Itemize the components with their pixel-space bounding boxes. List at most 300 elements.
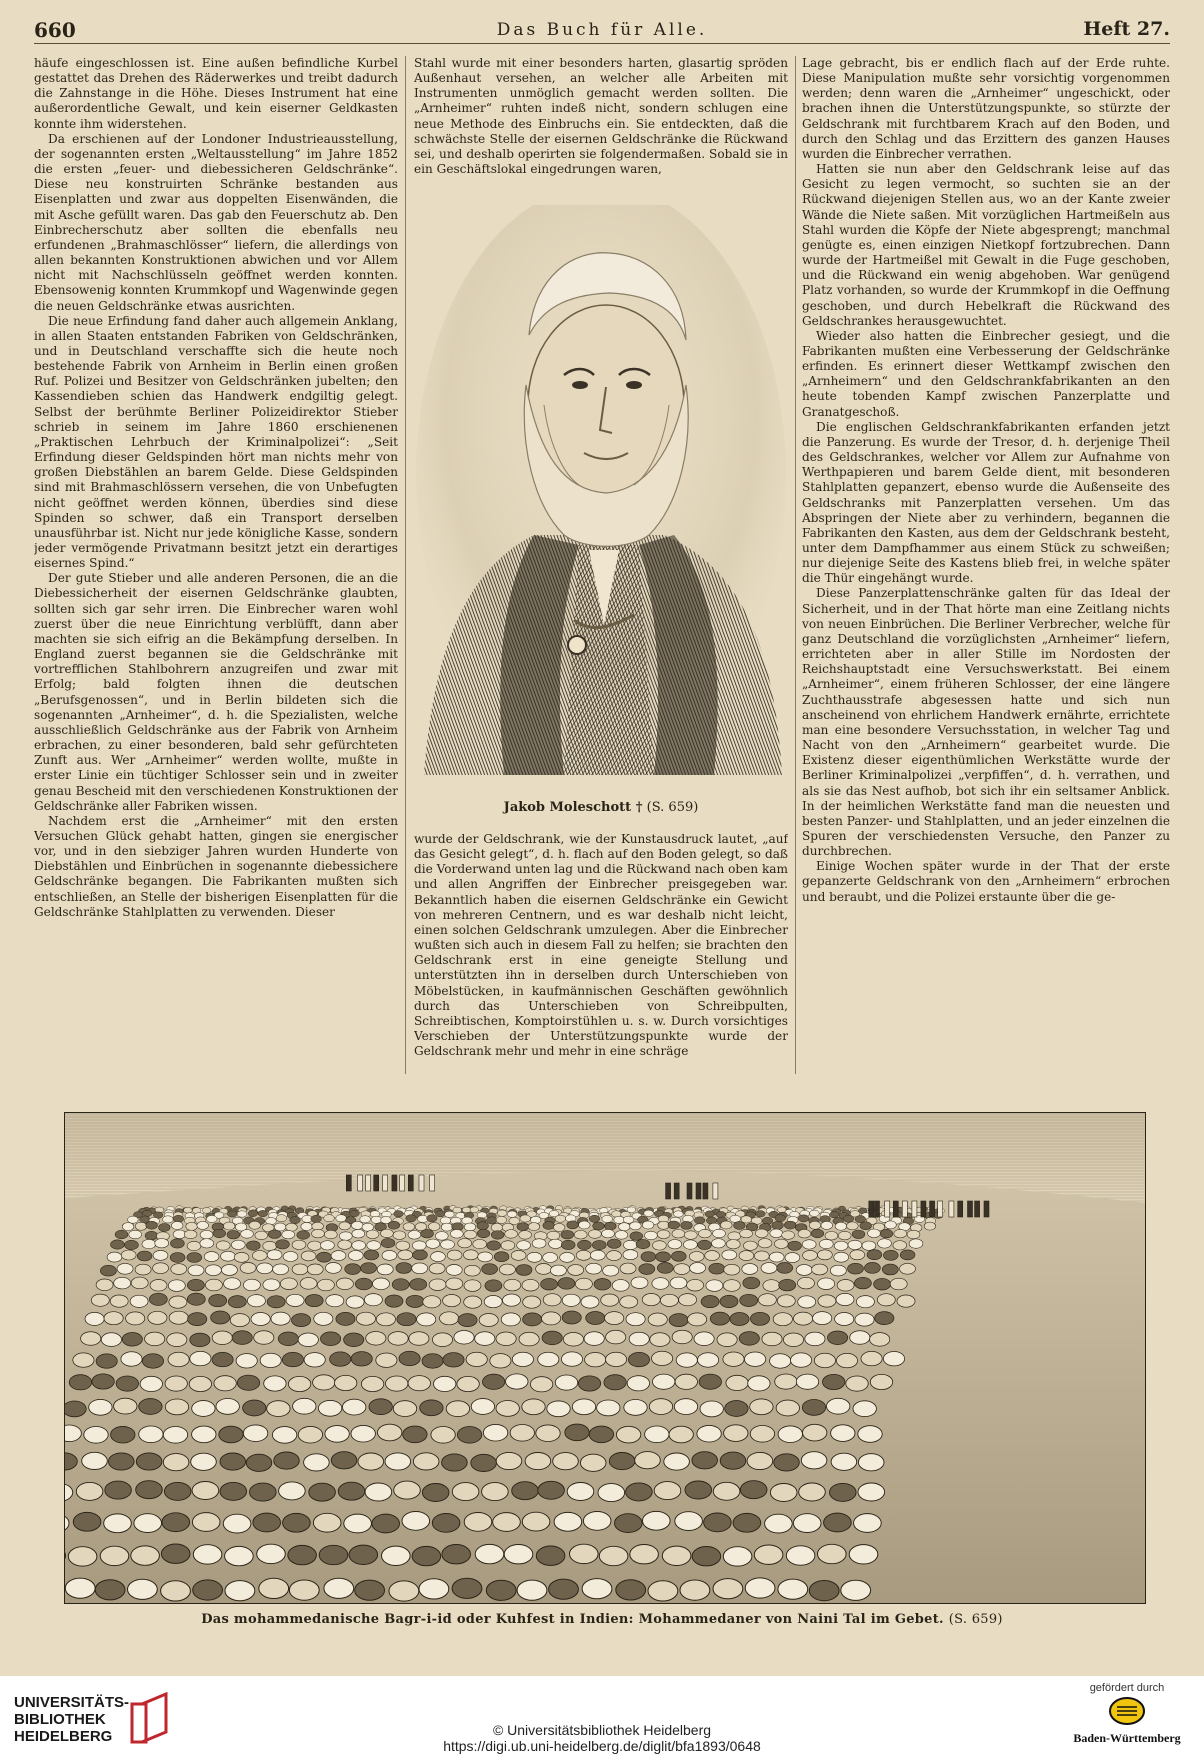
worshipper-figure xyxy=(264,1376,286,1391)
worshipper-figure xyxy=(268,1230,281,1239)
worshipper-figure xyxy=(227,1211,237,1217)
worshipper-figure xyxy=(234,1252,249,1262)
worshipper-figure xyxy=(225,1581,255,1601)
standing-figure xyxy=(703,1183,708,1199)
worshipper-figure xyxy=(692,1547,721,1566)
worshipper-figure xyxy=(580,1454,606,1471)
worshipper-figure xyxy=(630,1545,659,1564)
worshipper-figure xyxy=(422,1354,443,1368)
worshipper-figure xyxy=(582,1579,612,1599)
worshipper-figure xyxy=(114,1277,131,1289)
worshipper-figure xyxy=(855,1216,866,1223)
worshipper-figure xyxy=(620,1263,636,1274)
worshipper-figure xyxy=(452,1483,479,1501)
worshipper-figure xyxy=(419,1579,449,1599)
worshipper-figure xyxy=(140,1376,162,1391)
worshipper-figure xyxy=(724,1264,740,1275)
standing-figure xyxy=(893,1201,898,1217)
worshipper-figure xyxy=(241,1230,254,1239)
worshipper-figure xyxy=(740,1294,758,1306)
worshipper-figure xyxy=(761,1263,777,1274)
worshipper-figure xyxy=(669,1314,688,1327)
worshipper-figure xyxy=(786,1546,815,1565)
standing-figure xyxy=(408,1175,413,1191)
worshipper-figure xyxy=(671,1251,686,1261)
worshipper-figure xyxy=(378,1424,402,1441)
worshipper-figure xyxy=(216,1241,230,1250)
worshipper-figure xyxy=(89,1399,112,1415)
worshipper-figure xyxy=(745,1578,775,1598)
worshipper-figure xyxy=(517,1241,531,1250)
standing-figure xyxy=(430,1175,435,1191)
worshipper-figure xyxy=(796,1265,812,1276)
worshipper-figure xyxy=(165,1376,187,1391)
worshipper-figure xyxy=(726,1240,740,1249)
worshipper-figure xyxy=(100,1546,129,1565)
worshipper-figure xyxy=(598,1484,625,1502)
worshipper-figure xyxy=(292,1264,308,1275)
worshipper-figure xyxy=(129,1230,142,1239)
worshipper-figure xyxy=(494,1252,509,1262)
worshipper-figure xyxy=(699,1374,721,1389)
standing-figure xyxy=(383,1175,388,1191)
worshipper-figure xyxy=(493,1513,521,1532)
worshipper-figure xyxy=(482,1483,509,1501)
worshipper-figure xyxy=(848,1263,864,1274)
worshipper-figure xyxy=(376,1313,395,1326)
worshipper-figure xyxy=(381,1229,394,1238)
worshipper-figure xyxy=(317,1279,334,1291)
worshipper-figure xyxy=(798,1229,811,1238)
worshipper-figure xyxy=(578,1240,592,1249)
worshipper-figure xyxy=(308,1241,322,1250)
worshipper-figure xyxy=(267,1401,290,1417)
worshipper-figure xyxy=(616,1426,640,1443)
worshipper-figure xyxy=(558,1278,575,1290)
worshipper-figure xyxy=(722,1250,737,1260)
worshipper-figure xyxy=(705,1211,715,1217)
worshipper-figure xyxy=(446,1401,469,1417)
worshipper-figure xyxy=(188,1265,204,1276)
worshipper-figure xyxy=(555,1375,577,1390)
worshipper-figure xyxy=(213,1229,226,1238)
text-column-middle-bottom xyxy=(414,832,788,1074)
worshipper-figure xyxy=(305,1295,323,1307)
worshipper-figure xyxy=(803,1250,818,1260)
worshipper-figure xyxy=(823,1374,845,1389)
worshipper-figure xyxy=(779,1279,796,1291)
worshipper-figure xyxy=(107,1252,122,1262)
paragraph: Wieder also hatten die Einbrecher gesiegt, und die Fabrikanten mußten eine Verbesserung der Geldschränke erfinden. Es erinnert dieser Wettkampf zwischen den „Arnheimern“ und den Geldschrankfabrikanten an den heute tobenden Kampf zwischen Panzerplatte und Granatgeschoß. xyxy=(802,328,1170,419)
worshipper-figure xyxy=(412,1241,426,1250)
paragraph: Nachdem erst die „Arnheimer“ mit den ersten Versuchen Glück gehabt hatten, gingen sie energischer vor, und in den siebziger Jahren wurden Hunderte von Diebstählen und Einbrüchen in sogenannte diebessichere Geldschränke begangen. Die Fabrikanten mußten sich entschließen, an Stelle der bisherigen Eisenplatten für die Geldschränke Stahlplatten zu verwenden. Dieser xyxy=(34,813,398,919)
worshipper-figure xyxy=(597,1400,620,1416)
worshipper-figure xyxy=(653,1374,675,1389)
worshipper-figure xyxy=(446,1265,462,1276)
worshipper-figure xyxy=(254,1331,274,1345)
worshipper-figure xyxy=(221,1265,237,1276)
worshipper-figure xyxy=(458,1314,477,1327)
worshipper-figure xyxy=(372,1514,400,1533)
worshipper-figure xyxy=(168,1352,189,1366)
worshipper-figure xyxy=(371,1216,382,1223)
worshipper-figure xyxy=(730,1313,749,1326)
worshipper-figure xyxy=(542,1331,562,1345)
worshipper-figure xyxy=(373,1278,390,1290)
worshipper-figure xyxy=(171,1264,187,1275)
worshipper-figure xyxy=(777,1295,795,1307)
worshipper-figure xyxy=(883,1352,904,1366)
worshipper-figure xyxy=(538,1352,559,1366)
worshipper-figure xyxy=(336,1215,347,1222)
worshipper-figure xyxy=(578,1376,600,1391)
standing-figure xyxy=(419,1175,424,1191)
worshipper-figure xyxy=(664,1453,690,1470)
worshipper-figure xyxy=(202,1208,211,1214)
worshipper-figure xyxy=(630,1222,642,1230)
worshipper-figure xyxy=(197,1221,209,1229)
worshipper-figure xyxy=(627,1376,649,1391)
worshipper-figure xyxy=(366,1332,386,1346)
worshipper-figure xyxy=(788,1241,802,1250)
worshipper-figure xyxy=(798,1296,816,1308)
worshipper-figure xyxy=(838,1231,851,1240)
worshipper-figure xyxy=(200,1239,214,1248)
worshipper-figure xyxy=(750,1426,774,1443)
worshipper-figure xyxy=(250,1483,277,1501)
worshipper-figure xyxy=(858,1483,885,1501)
worshipper-figure xyxy=(553,1224,565,1232)
worshipper-figure xyxy=(408,1231,421,1240)
worshipper-figure xyxy=(685,1481,712,1499)
worshipper-figure xyxy=(412,1546,441,1565)
worshipper-figure xyxy=(171,1222,183,1230)
worshipper-figure xyxy=(104,1312,123,1325)
worshipper-figure xyxy=(681,1221,693,1229)
worshipper-figure xyxy=(385,1453,411,1470)
worshipper-figure xyxy=(280,1278,297,1290)
worshipper-figure xyxy=(620,1296,638,1308)
worshipper-figure xyxy=(266,1217,277,1224)
worshipper-figure xyxy=(856,1296,874,1308)
worshipper-figure xyxy=(187,1253,202,1263)
worshipper-figure xyxy=(484,1296,502,1308)
worshipper-figure xyxy=(259,1578,289,1598)
worshipper-figure xyxy=(803,1424,827,1441)
worshipper-figure xyxy=(95,1580,125,1600)
worshipper-figure xyxy=(443,1295,461,1307)
worshipper-figure xyxy=(567,1483,594,1501)
standing-figure xyxy=(921,1201,926,1217)
worshipper-figure xyxy=(784,1221,796,1229)
worshipper-figure xyxy=(330,1352,351,1366)
worshipper-figure xyxy=(748,1376,770,1391)
worshipper-figure xyxy=(420,1400,443,1416)
worshipper-figure xyxy=(193,1580,223,1600)
worshipper-figure xyxy=(811,1229,824,1238)
worshipper-figure xyxy=(276,1240,290,1249)
worshipper-figure xyxy=(499,1264,515,1275)
worshipper-figure xyxy=(590,1250,605,1260)
worshipper-figure xyxy=(530,1377,552,1392)
worshipper-figure xyxy=(705,1251,720,1261)
worshipper-figure xyxy=(614,1216,625,1223)
worshipper-figure xyxy=(612,1280,629,1292)
worshipper-figure xyxy=(216,1399,239,1415)
worshipper-figure xyxy=(463,1250,478,1260)
worshipper-figure xyxy=(543,1222,555,1230)
worshipper-figure xyxy=(135,1222,147,1230)
journal-title: Das Buch für Alle. xyxy=(496,20,708,40)
worshipper-figure xyxy=(720,1452,746,1469)
standing-figure xyxy=(968,1201,973,1217)
worshipper-figure xyxy=(169,1311,188,1324)
worshipper-figure xyxy=(403,1223,415,1231)
worshipper-figure xyxy=(602,1229,615,1238)
worshipper-figure xyxy=(193,1545,222,1564)
worshipper-figure xyxy=(805,1332,825,1346)
scene-page-ref: (S. 659) xyxy=(948,1612,1003,1627)
worshipper-figure xyxy=(770,1484,797,1502)
worshipper-figure xyxy=(351,1425,375,1442)
worshipper-figure xyxy=(519,1231,532,1240)
worshipper-figure xyxy=(511,1250,526,1260)
worshipper-figure xyxy=(381,1238,395,1247)
worshipper-figure xyxy=(350,1210,360,1216)
worshipper-figure xyxy=(486,1217,497,1224)
worshipper-figure xyxy=(532,1239,546,1248)
worshipper-figure xyxy=(121,1352,142,1366)
worshipper-figure xyxy=(870,1333,890,1347)
worshipper-figure xyxy=(243,1279,260,1291)
worshipper-figure xyxy=(301,1223,313,1231)
worshipper-figure xyxy=(292,1240,306,1249)
worshipper-figure xyxy=(648,1581,678,1601)
worshipper-figure xyxy=(830,1265,846,1276)
worshipper-figure xyxy=(286,1294,304,1306)
worshipper-figure xyxy=(867,1250,882,1260)
standing-figure xyxy=(713,1183,718,1199)
worshipper-figure xyxy=(146,1221,158,1229)
worshipper-figure xyxy=(290,1217,301,1224)
worshipper-figure xyxy=(249,1221,261,1229)
worshipper-figure xyxy=(252,1251,267,1261)
worshipper-figure xyxy=(443,1353,464,1367)
worshipper-figure xyxy=(163,1454,189,1471)
worshipper-figure xyxy=(237,1375,259,1390)
worshipper-figure xyxy=(517,1580,547,1600)
worshipper-figure xyxy=(369,1399,392,1415)
worshipper-figure xyxy=(153,1263,169,1274)
paragraph: häufe eingeschlossen ist. Eine außen befindliche Kurbel gestattet das Drehen des Räderwerkes und treibt dadurch die Zahnstange in die Höhe. Dieses Instrument hat eine außerordentliche Gewalt, und kein eiserner Geldkasten konnte ihm widerstehen. xyxy=(34,56,398,131)
worshipper-figure xyxy=(335,1375,357,1390)
worshipper-figure xyxy=(293,1398,316,1414)
worshipper-figure xyxy=(163,1216,174,1223)
worshipper-figure xyxy=(452,1578,482,1598)
permalink[interactable]: https://digi.ub.uni-heidelberg.de/diglit/bfa1893/0648 xyxy=(443,1738,761,1754)
worshipper-figure xyxy=(464,1513,492,1532)
worshipper-figure xyxy=(512,1482,539,1500)
worshipper-figure xyxy=(674,1399,697,1415)
worshipper-figure xyxy=(629,1332,649,1346)
worshipper-figure xyxy=(263,1279,280,1291)
worshipper-figure xyxy=(653,1241,667,1250)
worshipper-figure xyxy=(770,1229,783,1238)
worshipper-figure xyxy=(282,1352,303,1366)
worshipper-figure xyxy=(563,1333,583,1347)
worshipper-figure xyxy=(205,1279,222,1291)
worshipper-figure xyxy=(701,1296,719,1308)
prayer-scene-engraving xyxy=(64,1112,1146,1604)
worshipper-figure xyxy=(464,1230,477,1239)
worshipper-figure xyxy=(278,1332,298,1346)
worshipper-figure xyxy=(821,1221,833,1229)
worshipper-figure xyxy=(298,1333,318,1347)
worshipper-figure xyxy=(482,1264,498,1275)
worshipper-figure xyxy=(652,1278,669,1290)
worshipper-figure xyxy=(742,1264,758,1275)
worshipper-figure xyxy=(388,1221,400,1229)
worshipper-figure xyxy=(562,1294,580,1306)
worshipper-figure xyxy=(91,1294,109,1306)
worshipper-figure xyxy=(740,1229,753,1238)
worshipper-figure xyxy=(417,1313,436,1326)
paragraph: Lage gebracht, bis er endlich flach auf der Erde ruhte. Diese Manipulation mußte sehr vorsichtig vorgenommen werden; denn waren die „Arnheimer“ ungeschickt, oder brachen ihnen die Unterstützungspunkte, so stürzte der Geldschrank mit furchtbarem Krach auf den Boden, und durch den Schlag und das Erzittern des ganzen Hauses wurden die Einbrecher verrathen. xyxy=(802,56,1170,161)
worshipper-figure xyxy=(726,1375,748,1390)
worshipper-figure xyxy=(649,1399,672,1415)
worshipper-figure xyxy=(388,1332,408,1346)
worshipper-figure xyxy=(562,1311,581,1324)
worshipper-figure xyxy=(541,1278,558,1290)
worshipper-figure xyxy=(382,1250,397,1260)
worshipper-figure xyxy=(396,1263,412,1274)
worshipper-figure xyxy=(924,1222,936,1230)
worshipper-figure xyxy=(319,1545,348,1564)
worshipper-figure xyxy=(523,1296,541,1308)
worshipper-figure xyxy=(260,1353,281,1367)
worshipper-figure xyxy=(850,1331,870,1345)
worshipper-figure xyxy=(623,1216,634,1223)
worshipper-figure xyxy=(457,1427,481,1444)
worshipper-figure xyxy=(626,1483,653,1501)
worshipper-figure xyxy=(862,1241,876,1250)
worshipper-figure xyxy=(550,1265,566,1276)
worshipper-figure xyxy=(276,1215,287,1222)
worshipper-figure xyxy=(352,1221,364,1229)
worshipper-figure xyxy=(364,1294,382,1306)
worshipper-figure xyxy=(365,1483,392,1501)
worshipper-figure xyxy=(750,1312,769,1325)
digitization-footer xyxy=(0,1676,1204,1756)
worshipper-figure xyxy=(624,1240,638,1249)
worshipper-figure xyxy=(246,1241,260,1250)
worshipper-figure xyxy=(145,1332,165,1346)
worshipper-figure xyxy=(774,1239,788,1248)
worshipper-figure xyxy=(765,1514,793,1533)
worshipper-figure xyxy=(267,1296,285,1308)
worshipper-figure xyxy=(227,1230,240,1239)
worshipper-figure xyxy=(272,1427,296,1444)
worshipper-figure xyxy=(205,1265,221,1276)
worshipper-figure xyxy=(519,1332,539,1346)
worshipper-figure xyxy=(878,1239,892,1248)
worshipper-figure xyxy=(509,1217,520,1224)
standing-figure xyxy=(358,1175,363,1191)
worshipper-figure xyxy=(654,1482,681,1500)
worshipper-figure xyxy=(297,1231,310,1240)
worshipper-figure xyxy=(255,1231,268,1240)
paragraph: Die neue Erfindung fand daher auch allgemein Anklang, in allen Staaten entstanden Fabriken von Geldschränken, und in Deutschland verschaffte sich die heute noch bestehende Fabrik von Arnheim in Berlin einen großen Ruf. Polizei und Besitzer von Geldschränken jubelten; den Kassendieben schien das Handwerk endgiltig gelegt. Selbst der berühmte Berliner Polizeidirektor Stieber schrieb in seinem im Jahre 1860 erschienenen „Praktischen Lehrbuch der Kriminalpolizei“: „Seit Erfindung dieser Geldspinden hört man nichts mehr von großen Diebstählen an barem Gelde. Diese Geldspinden sind mit Brahmaschlössern versehen, die von Unbefugten nicht geöffnet werden können, überdies sind diese Spinden so schwer, daß ein Transport derselben unausführbar ist. Nicht nur jede königliche Kasse, sondern jeder vermögende Privatmann besitzt jetzt ein derartiges eisernes Spind.“ xyxy=(34,313,398,571)
worshipper-figure xyxy=(307,1264,323,1275)
worshipper-figure xyxy=(636,1239,650,1248)
worshipper-figure xyxy=(679,1294,697,1306)
worshipper-figure xyxy=(553,1453,579,1470)
worshipper-figure xyxy=(429,1279,446,1291)
worshipper-figure xyxy=(713,1229,726,1238)
worshipper-figure xyxy=(668,1240,682,1249)
worshipper-figure xyxy=(410,1279,427,1291)
worshipper-figure xyxy=(852,1230,865,1239)
worshipper-figure xyxy=(512,1352,533,1366)
worshipper-figure xyxy=(877,1294,895,1306)
worshipper-figure xyxy=(440,1312,459,1325)
worshipper-figure xyxy=(402,1512,430,1531)
worshipper-figure xyxy=(149,1293,167,1305)
worshipper-figure xyxy=(850,1250,865,1260)
worshipper-figure xyxy=(377,1264,393,1275)
worshipper-figure xyxy=(442,1454,468,1471)
worshipper-figure xyxy=(794,1312,813,1325)
worshipper-figure xyxy=(356,1312,375,1325)
worshipper-figure xyxy=(257,1544,286,1563)
worshipper-figure xyxy=(769,1252,784,1262)
worshipper-figure xyxy=(623,1250,638,1260)
worshipper-figure xyxy=(111,1240,125,1249)
worshipper-figure xyxy=(122,1223,134,1231)
worshipper-figure xyxy=(818,1278,835,1290)
worshipper-figure xyxy=(338,1482,365,1500)
worshipper-figure xyxy=(389,1581,419,1601)
worshipper-figure xyxy=(258,1210,268,1216)
worshipper-figure xyxy=(428,1223,440,1231)
worshipper-figure xyxy=(366,1230,379,1239)
worshipper-figure xyxy=(190,1351,211,1365)
worshipper-figure xyxy=(274,1452,300,1469)
worshipper-figure xyxy=(313,1513,341,1532)
worshipper-figure xyxy=(496,1452,522,1469)
worshipper-figure xyxy=(763,1280,780,1292)
worshipper-figure xyxy=(324,1230,337,1239)
worshipper-figure xyxy=(364,1250,379,1260)
worshipper-figure xyxy=(609,1453,635,1470)
worshipper-figure xyxy=(317,1252,332,1262)
worshipper-figure xyxy=(523,1313,542,1326)
worshipper-figure xyxy=(615,1231,628,1240)
worshipper-figure xyxy=(223,1222,235,1230)
worshipper-figure xyxy=(69,1375,91,1390)
worshipper-figure xyxy=(352,1229,365,1238)
worshipper-figure xyxy=(642,1294,660,1306)
worshipper-figure xyxy=(192,1513,220,1532)
worshipper-figure xyxy=(324,1215,335,1222)
paragraph: Hatten sie nun aber den Geldschrank leise auf das Gesicht zu legen vermocht, so suchten sie an der Rückwand diejenigen Stellen aus, wo an der Kante zweier Wände die Niete saßen. Mit vorzüglichen Hartmeißeln aus Stahl wurden die Köpfe der Niete abgesprengt; manchmal genügte es, einen einzigen Nietkopf fortzubrechen. Dann wurde der Hartmeißel mit Gewalt in die Fuge geschoben, und die Rückwand ein wenig abgehoben. War genügend Platz vorhanden, so wurde der Krummkopf in die Oeffnung geschoben, und durch Hebelkraft die Rückwand des Geldschrankes herausgewuchtet. xyxy=(802,162,1170,328)
worshipper-figure xyxy=(236,1354,257,1368)
page-number: 660 xyxy=(34,18,76,42)
worshipper-figure xyxy=(487,1241,501,1250)
issue-number: Heft 27. xyxy=(1083,18,1170,40)
worshipper-figure xyxy=(431,1252,446,1262)
worshipper-figure xyxy=(880,1229,893,1238)
